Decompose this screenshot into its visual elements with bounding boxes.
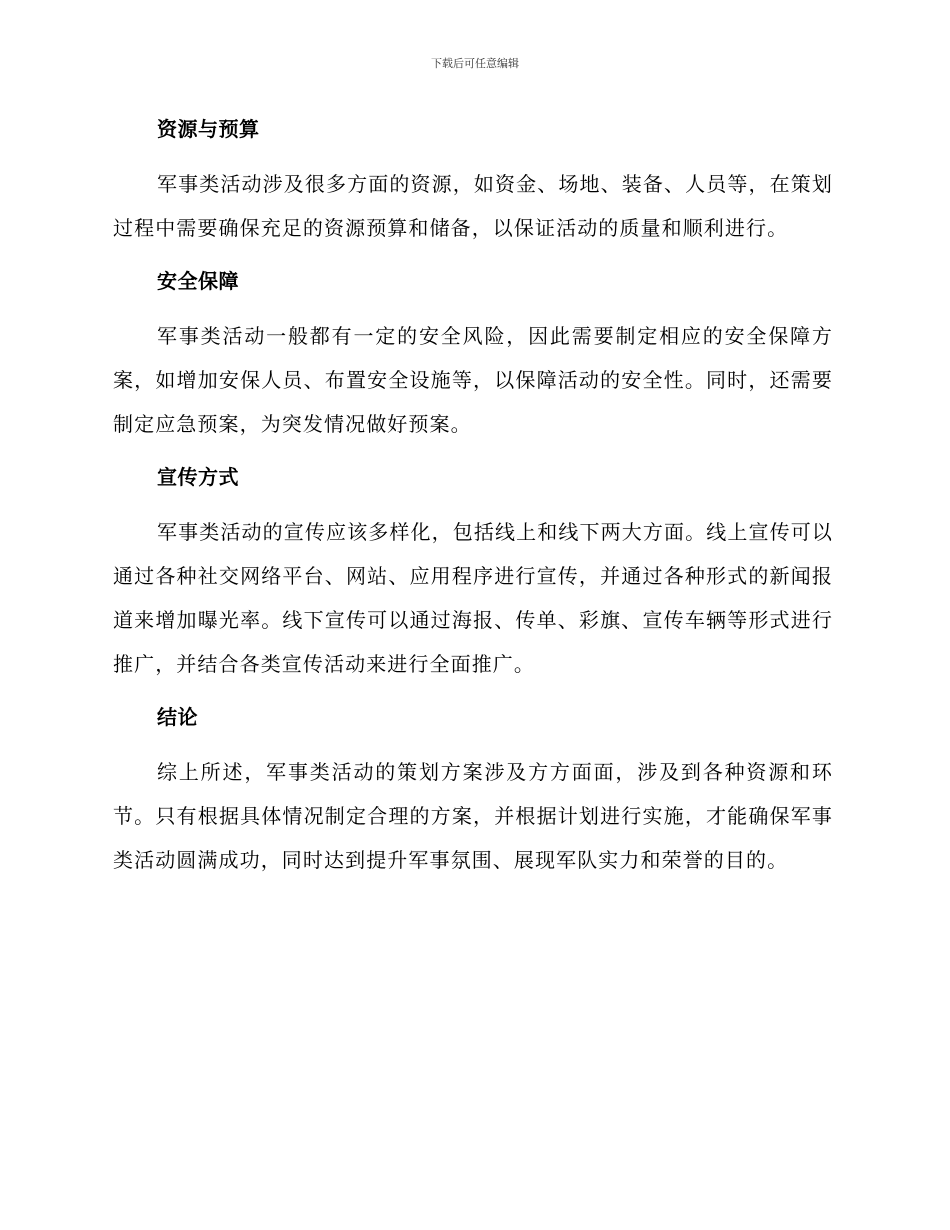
document-body [113,113,833,897]
section-conclusion [113,701,833,882]
section-heading: 资源与预算 [157,117,260,141]
section-paragraph: 综上所述，军事类活动的策划方案涉及方方面面，涉及到各种资源和环节。只有根据具体情况制定合理的方案，并根据计划进行实施，才能确保军事类活动圆满成功，同时达到提升军事氛围、展现军队实力和荣誉的目的。 [113,760,833,872]
section-paragraph: 军事类活动涉及很多方面的资源，如资金、场地、装备、人员等，在策划过程中需要确保充足的资源预算和储备，以保证活动的质量和顺利进行。 [113,172,833,240]
section-heading: 结论 [157,705,198,729]
section-safety [113,265,833,446]
section-paragraph: 军事类活动的宣传应该多样化，包括线上和线下两大方面。线上宣传可以通过各种社交网络平台、网站、应用程序进行宣传，并通过各种形式的新闻报道来增加曝光率。线下宣传可以通过海报、传单、彩旗、宣传车辆等形式进行推广，并结合各类宣传活动来进行全面推广。 [113,520,833,676]
section-heading: 宣传方式 [157,465,239,489]
header-note: 下载后可任意编辑 [431,57,519,70]
section-heading: 安全保障 [157,269,239,293]
section-resources-budget [113,113,833,250]
section-paragraph: 军事类活动一般都有一定的安全风险，因此需要制定相应的安全保障方案，如增加安保人员、布置安全设施等，以保障活动的安全性。同时，还需要制定应急预案，为突发情况做好预案。 [113,324,833,436]
section-publicity [113,461,833,686]
